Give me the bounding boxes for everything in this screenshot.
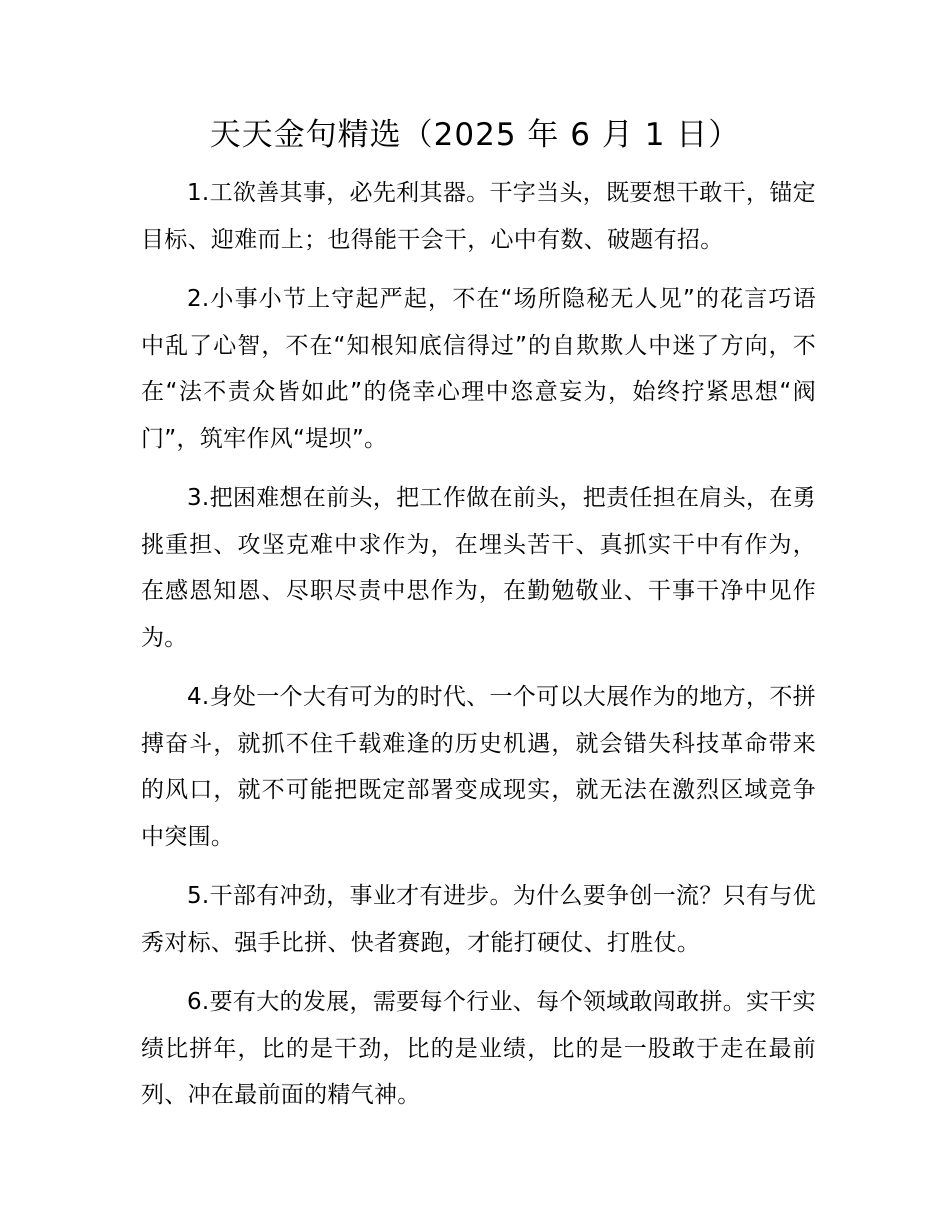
document-body: [141, 170, 816, 1132]
paragraph-4: 4.身处一个大有可为的时代、一个可以大展作为的地方，不拼搏奋斗，就抓不住千载难逢的历史机遇，就会错失科技革命带来的风口，就不可能把既定部署变成现实，就无法在激烈区域竞争中突围。: [141, 684, 816, 850]
paragraph-2: 2.小事小节上守起严起，不在“场所隐秘无人见”的花言巧语中乱了心智，不在“知根知底信得过”的自欺欺人中迷了方向，不在“法不责众皆如此”的侥幸心理中恣意妄为，始终拧紧思想“阀门”，筑牢作风“堤坝”。: [141, 286, 816, 452]
document-title: 天天金句精选（2025 年 6 月 1 日）: [209, 117, 741, 153]
paragraph-1: 1.工欲善其事，必先利其器。干字当头，既要想干敢干，锚定目标、迎难而上；也得能干会干，心中有数、破题有招。: [141, 180, 816, 253]
paragraph-3: 3.把困难想在前头，把工作做在前头，把责任担在肩头，在勇挑重担、攻坚克难中求作为，在埋头苦干、真抓实干中有作为，在感恩知恩、尽职尽责中思作为，在勤勉敬业、干事干净中见作为。: [141, 485, 816, 651]
paragraph-5: 5.干部有冲劲，事业才有进步。为什么要争创一流？只有与优秀对标、强手比拼、快者赛跑，才能打硬仗、打胜仗。: [141, 883, 816, 956]
paragraph-6: 6.要有大的发展，需要每个行业、每个领域敢闯敢拼。实干实绩比拼年，比的是干劲，比的是业绩，比的是一股敢于走在最前列、冲在最前面的精气神。: [141, 989, 816, 1108]
